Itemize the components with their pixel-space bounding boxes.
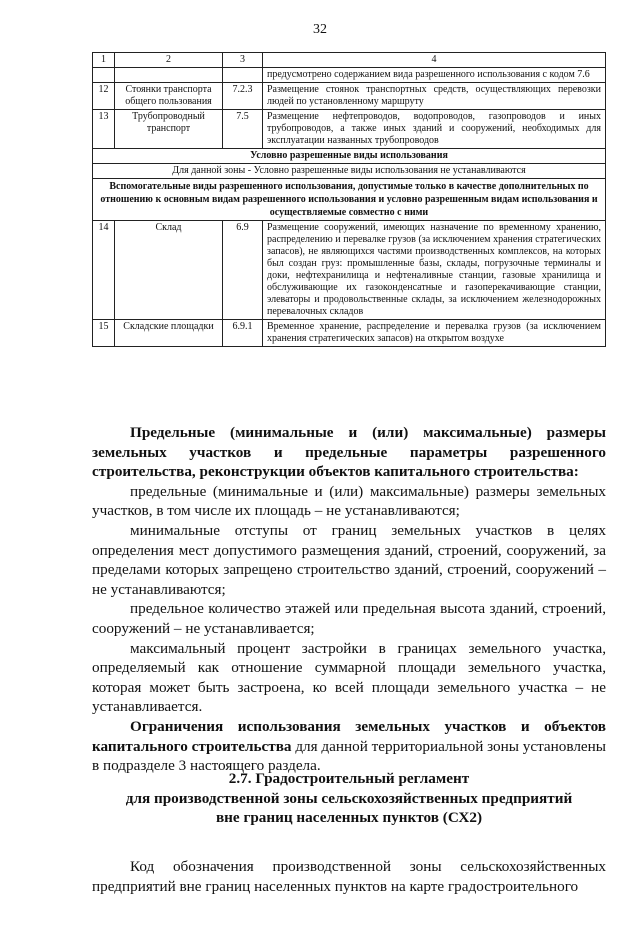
limits-paragraph: предельные (минимальные и (или) максимальные) размеры земельных участков, в том числе их площадь – не устанавливаются; xyxy=(92,482,606,520)
restrictions-paragraph xyxy=(92,717,606,776)
page-number: 32 xyxy=(313,22,327,37)
row-description: предусмотрено содержанием вида разрешенного использования с кодом 7.6 xyxy=(263,68,606,83)
row-name: Складские площадки xyxy=(115,320,223,347)
row-description: Размещение сооружений, имеющих назначение по временному хранению, распределению и перевалке грузов (за исключением хранения стратегических запасов), не являющихся частями производственных комплексов, на которых был создан груз: промышленные базы, склады, погрузочные терминалы и доки, нефтехранилища и нефтеналивные станции, газовые хранилища и обслуживающие их газоконденсатные и газоперекачивающие станции, элеваторы и продовольственные склады, за исключением железнодорожных перевалочных складов xyxy=(263,221,606,320)
final-paragraph: Код обозначения производственной зоны сельскохозяйственных предприятий вне границ населенных пунктов на карте градостроительного xyxy=(92,858,606,895)
row-code: 6.9 xyxy=(223,221,263,320)
row-number: 14 xyxy=(93,221,115,320)
limits-block xyxy=(92,423,606,776)
column-header: 2 xyxy=(115,53,223,68)
section-auxiliary-title: Вспомогательные виды разрешенного использования, допустимые только в качестве дополнительных по отношению к основным видам разрешенного использования и условно разрешенным видам использования и осуществляемые совместно с ними xyxy=(93,179,606,221)
table-section-row xyxy=(93,179,606,221)
final-block xyxy=(92,857,606,896)
row-name: Стоянки транспорта общего пользования xyxy=(115,83,223,110)
column-header: 1 xyxy=(93,53,115,68)
section-heading-line: вне границ населенных пунктов (СХ2) xyxy=(215,809,483,827)
land-use-table xyxy=(92,52,606,347)
row-number: 12 xyxy=(93,83,115,110)
row-code: 7.5 xyxy=(223,110,263,149)
row-number: 13 xyxy=(93,110,115,149)
section-conditional-title: Условно разрешенные виды использования xyxy=(93,149,606,164)
column-header: 4 xyxy=(263,53,606,68)
section-conditional-note: Для данной зоны - Условно разрешенные виды использования не устанавливаются xyxy=(93,164,606,179)
restrictions-rest: для данной территориальной зоны установлены в подразделе 3 настоящего раздела. xyxy=(92,737,607,775)
table-row xyxy=(93,83,606,110)
table-row xyxy=(93,68,606,83)
row-description: Размещение нефтепроводов, водопроводов, газопроводов и иных трубопроводов, а также иных зданий и сооружений, необходимых для эксплуатации названных трубопроводов xyxy=(263,110,606,149)
row-name: Склад xyxy=(115,221,223,320)
table-section-row xyxy=(93,164,606,179)
restrictions-bold: Ограничения использования земельных участков и объектов капитального строительства xyxy=(92,717,606,755)
table-header-row xyxy=(93,53,606,68)
limits-heading: Предельные (минимальные и (или) максимальные) размеры земельных участков и предельные параметры разрешенного строительства, реконструкции объектов капитального строительства: xyxy=(92,424,606,481)
section-heading-line: для производственной зоны сельскохозяйственных предприятий xyxy=(125,789,573,807)
limits-paragraph: максимальный процент застройки в границах земельного участка, определяемый как отношение суммарной площади земельного участка, которая может быть застроена, ко всей площади земельного участка – не устанавливается. xyxy=(92,639,606,716)
table-section-row xyxy=(93,149,606,164)
section-heading xyxy=(92,769,606,828)
row-code: 6.9.1 xyxy=(223,320,263,347)
row-number: 15 xyxy=(93,320,115,347)
row-description: Размещение стоянок транспортных средств, осуществляющих перевозки людей по установленному маршруту xyxy=(263,83,606,110)
section-heading-line: 2.7. Градостроительный регламент xyxy=(228,770,470,787)
row-description: Временное хранение, распределение и перевалка грузов (за исключением хранения стратегических запасов) на открытом воздухе xyxy=(263,320,606,347)
limits-paragraph: предельное количество этажей или предельная высота зданий, строений, сооружений – не устанавливается; xyxy=(92,600,606,637)
row-code: 7.2.3 xyxy=(223,83,263,110)
table-row xyxy=(93,221,606,320)
table-row xyxy=(93,110,606,149)
column-header: 3 xyxy=(223,53,263,68)
table-row xyxy=(93,320,606,347)
limits-paragraph: минимальные отступы от границ земельных участков в целях определения мест допустимого размещения зданий, строений, сооружений, за пределами которых запрещено строительство зданий, строений, сооружений – не устанавливаются; xyxy=(92,521,606,598)
row-name: Трубопроводный транспорт xyxy=(115,110,223,149)
